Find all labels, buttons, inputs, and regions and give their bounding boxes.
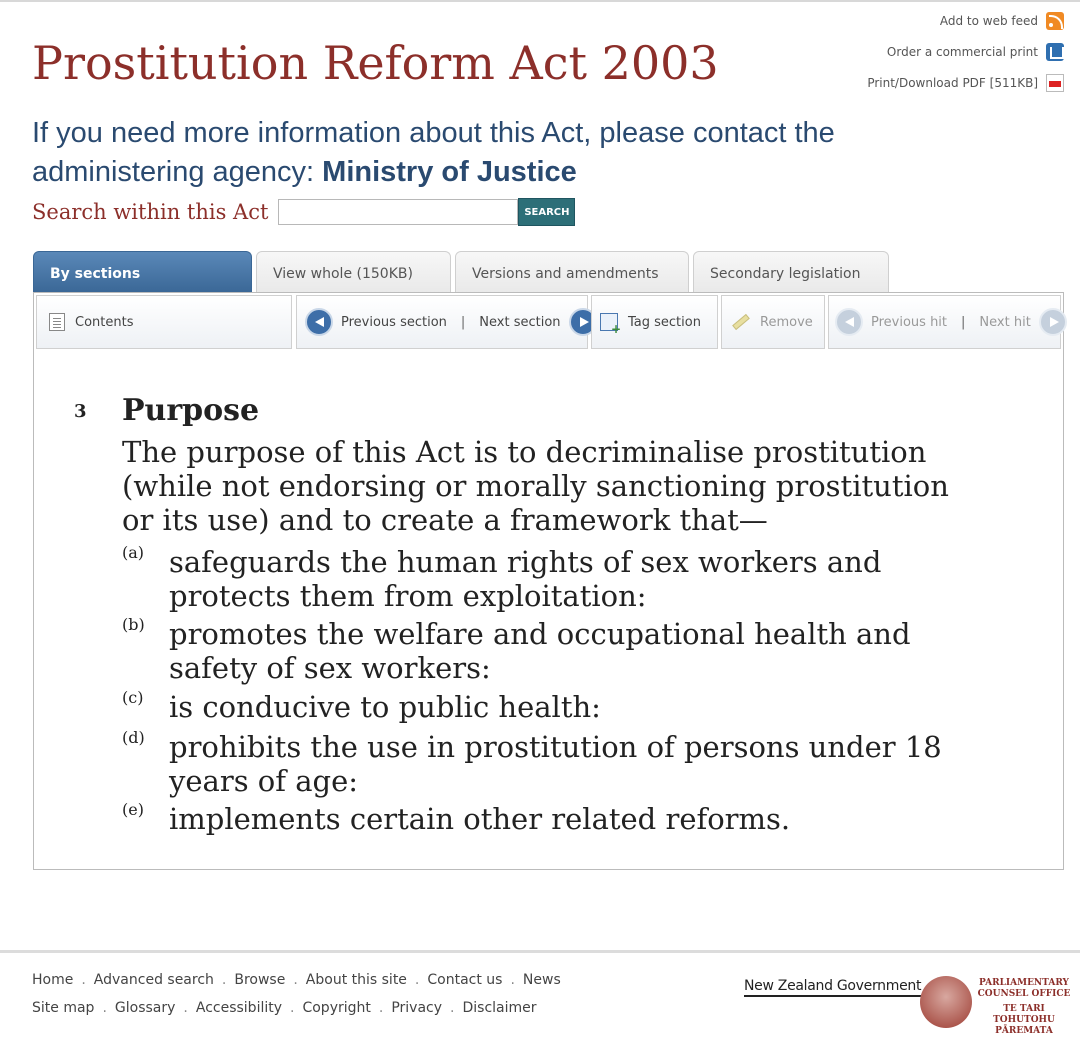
top-border xyxy=(0,0,1080,2)
order-print-link[interactable] xyxy=(887,43,1064,61)
footer-separator: . xyxy=(414,972,420,988)
footer-separator: . xyxy=(81,972,86,988)
nz-government-logo[interactable]: New Zealand Government xyxy=(744,978,921,997)
footer-separator: . xyxy=(221,972,227,988)
tag-section-button[interactable] xyxy=(591,295,718,349)
section-panel xyxy=(33,292,1064,870)
section-intro: The purpose of this Act is to decriminalise prostitution (while not endorsing or morally sanctioning prostitution or its use) and to create a framework that— xyxy=(122,435,949,537)
footer-separator: . xyxy=(290,1000,295,1016)
hit-separator: | xyxy=(961,314,966,330)
footer-link-about[interactable]: About this site xyxy=(305,972,407,988)
footer-link-news[interactable]: News xyxy=(522,972,561,988)
previous-hit-arrow-icon[interactable] xyxy=(835,308,863,336)
pco-logo[interactable] xyxy=(920,976,1072,1036)
paragraph-label: (c) xyxy=(122,688,144,707)
footer-divider xyxy=(0,950,1080,953)
next-hit-arrow-icon[interactable] xyxy=(1039,308,1067,336)
paragraph-label: (e) xyxy=(122,800,144,819)
hit-navigation xyxy=(828,295,1061,349)
document-icon[interactable] xyxy=(49,313,65,331)
agency-notice xyxy=(32,114,932,192)
order-print-label[interactable]: Order a commercial print xyxy=(886,45,1038,59)
download-pdf-label[interactable]: Print/Download PDF [511KB] xyxy=(867,76,1038,90)
pco-line2: COUNSEL OFFICE xyxy=(977,989,1071,999)
next-hit-link[interactable]: Next hit xyxy=(979,314,1031,330)
footer-link-home[interactable]: Home xyxy=(32,972,74,988)
tab-by-sections[interactable]: By sections xyxy=(33,251,252,293)
tab-view-whole[interactable]: View whole (150KB) xyxy=(256,251,451,293)
paragraph-text: promotes the welfare and occupational health and safety of sex workers: xyxy=(169,617,911,685)
tag-icon[interactable] xyxy=(600,313,618,331)
download-pdf-link[interactable] xyxy=(867,74,1064,92)
pco-logo-text xyxy=(976,978,1072,1037)
footer-link-accessibility[interactable]: Accessibility xyxy=(195,1000,283,1016)
footer-link-site-map[interactable]: Site map xyxy=(32,1000,95,1016)
footer-separator: . xyxy=(102,1000,107,1016)
rss-icon[interactable] xyxy=(1046,12,1064,30)
tab-secondary-legislation[interactable]: Secondary legislation xyxy=(693,251,889,293)
footer-nav-primary xyxy=(32,972,561,988)
paragraph-text: implements certain other related reforms. xyxy=(169,802,791,836)
agency-name: Ministry of Justice xyxy=(322,156,577,188)
add-to-web-feed-label[interactable]: Add to web feed xyxy=(939,14,1038,28)
paragraph-label: (d) xyxy=(122,728,145,747)
search-button[interactable]: SEARCH xyxy=(518,198,575,226)
footer-link-privacy[interactable]: Privacy xyxy=(391,1000,443,1016)
footer-link-browse[interactable]: Browse xyxy=(234,972,286,988)
section-navigation xyxy=(296,295,588,349)
agency-notice-text: If you need more information about this Act, please contact the administering agency: xyxy=(32,117,835,188)
previous-section-link[interactable]: Previous section xyxy=(341,314,447,330)
footer-separator: . xyxy=(450,1000,455,1016)
search-label: Search within this Act xyxy=(32,200,269,224)
contents-button[interactable] xyxy=(36,295,292,349)
nav-separator: | xyxy=(460,314,466,330)
section-toolbar xyxy=(36,295,1061,349)
footer-link-contact[interactable]: Contact us xyxy=(427,972,503,988)
section-number: 3 xyxy=(74,401,87,422)
previous-hit-link[interactable]: Previous hit xyxy=(871,314,948,330)
pco-line3: TE TARI TOHUTOHU xyxy=(993,1004,1055,1025)
paragraph-text: prohibits the use in prostitution of persons under 18 years of age: xyxy=(169,730,942,798)
act-search xyxy=(32,198,575,226)
footer-separator: . xyxy=(378,1000,384,1016)
footer-link-copyright[interactable]: Copyright xyxy=(302,1000,371,1016)
page-title: Prostitution Reform Act 2003 xyxy=(32,36,719,90)
footer-separator: . xyxy=(293,972,298,988)
tab-versions-amendments[interactable]: Versions and amendments xyxy=(455,251,689,293)
next-section-link[interactable]: Next section xyxy=(479,314,561,330)
previous-section-arrow-icon[interactable] xyxy=(305,308,333,336)
footer-link-glossary[interactable]: Glossary xyxy=(114,1000,176,1016)
footer-link-disclaimer[interactable]: Disclaimer xyxy=(462,1000,537,1016)
footer-separator: . xyxy=(183,1000,188,1016)
paragraph-text: is conducive to public health: xyxy=(169,690,601,724)
pencil-icon xyxy=(732,314,750,330)
paragraph-label: (b) xyxy=(122,615,145,634)
crest-icon xyxy=(920,976,972,1028)
pco-line4: PĀREMATA xyxy=(995,1026,1053,1036)
remove-button[interactable] xyxy=(721,295,825,349)
remove-label[interactable]: Remove xyxy=(760,314,813,330)
contents-label[interactable]: Contents xyxy=(75,314,134,330)
footer-separator: . xyxy=(510,972,515,988)
pco-line1: PARLIAMENTARY xyxy=(979,978,1069,988)
footer-link-advanced-search[interactable]: Advanced search xyxy=(93,972,214,988)
add-to-web-feed-link[interactable] xyxy=(940,12,1064,30)
footer-nav-secondary xyxy=(32,1000,537,1016)
section-heading: Purpose xyxy=(122,393,260,428)
search-input[interactable] xyxy=(278,199,518,225)
tag-section-label[interactable]: Tag section xyxy=(628,314,701,330)
book-icon[interactable] xyxy=(1046,43,1064,61)
paragraph-label: (a) xyxy=(122,543,145,562)
pdf-icon[interactable] xyxy=(1046,74,1064,92)
paragraph-text: safeguards the human rights of sex workers and protects them from exploitation: xyxy=(169,545,882,613)
